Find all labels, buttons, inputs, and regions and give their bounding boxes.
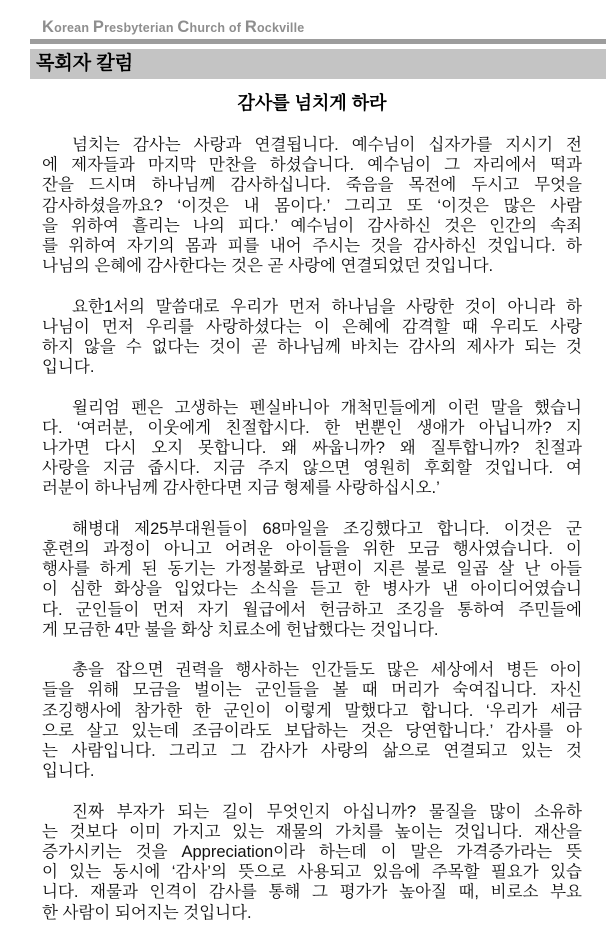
column-title: 감사를 넘치게 하라 xyxy=(237,93,387,113)
church-name-word: Church xyxy=(177,18,226,36)
paragraph-line: 을 위하여 흘리는 나의 피다.’ 예수님이 감사하신 것은 인간의 속죄 xyxy=(42,216,582,235)
column-paragraph xyxy=(42,297,582,378)
paragraph-line: 윌리엄 펜은 고생하는 펜실바니아 개척민들에게 이런 말을 했습니 xyxy=(72,398,582,417)
column-paragraph xyxy=(42,519,582,640)
paragraph-line: 훈련의 과정이 아니고 어려운 아이들을 위한 모금 행사였습니다. 이 xyxy=(42,540,582,559)
paragraph-line: 증가시키는 것을 Appreciation이라 하는데 이 말은 가격증가라는 뜻 xyxy=(42,843,582,862)
paragraph-line: 다. ‘여러분, 이웃에게 친절합시다. 한 번뿐인 생애가 아닙니까? 지 xyxy=(42,418,582,437)
paragraph-line: 게 모금한 4만 불을 화상 치료소에 헌납했다는 것입니다. xyxy=(42,620,439,639)
paragraph-line: 나님이 먼저 우리를 사랑하셨다는 이 은혜에 감격할 때 우리도 사랑 xyxy=(42,317,582,336)
column-paragraph xyxy=(42,398,582,499)
paragraph-line: 하지 않을 수 없다는 것이 곧 하나님께 바치는 감사의 제사가 되는 것 xyxy=(42,338,582,357)
paragraph-line: 한 사람이 되어지는 것입니다. xyxy=(42,903,252,922)
paragraph-line: 잔을 드시며 하나님께 감사하십니다. 죽음을 목전에 두시고 무엇을 xyxy=(42,176,582,195)
paragraph-line: 에 제자들과 마지막 만찬을 하셨습니다. 예수님이 그 자리에서 떡과 xyxy=(42,156,582,175)
paragraph-line: 는 것보다 이미 가지고 있는 재물의 가치를 높이는 것입니다. 재산을 xyxy=(42,822,582,841)
column-paragraph xyxy=(42,660,582,781)
church-name-word: of xyxy=(228,21,242,35)
paragraph-line: 진짜 부자가 되는 길이 무엇인지 아십니까? 물질을 많이 소유하 xyxy=(72,802,582,821)
paragraph-line: 러분이 하나님께 감사한다면 지금 형제를 사랑하십시오.’ xyxy=(42,479,440,498)
paragraph-line: 이 심한 화상을 입었다는 소식을 듣고 한 병사가 낸 아이디어였습니 xyxy=(42,580,582,599)
paragraph-line: 입니다. xyxy=(42,762,95,781)
paragraph-line: 으로 살고 있는데 조금이라도 보답하는 것은 당연합니다.’ 감사를 아 xyxy=(42,721,582,740)
paragraph-line: 요한1서의 말씀대로 우리가 먼저 하나님을 사랑한 것이 아니라 하 xyxy=(72,297,582,316)
paragraph-line: 총을 잡으면 권력을 행사하는 인간들도 많은 세상에서 병든 아이 xyxy=(72,661,582,680)
paragraph-line: 행사를 하게 된 동기는 가정불화로 남편이 지른 불로 일곱 살 난 아들 xyxy=(42,560,582,579)
church-name-word: Presbyterian xyxy=(92,18,174,36)
paragraph-line: 나가면 다시 오지 못합니다. 왜 싸웁니까? 왜 질투합니까? 친절과 xyxy=(42,439,582,458)
header-rule xyxy=(30,39,606,44)
section-banner xyxy=(30,49,606,79)
paragraph-line: 니다. 재물과 인격이 감사를 통해 그 평가가 높아질 때, 비로소 부요 xyxy=(42,883,582,902)
church-name-word: Korean xyxy=(42,18,90,36)
paragraph-line: 사랑을 지금 줍시다. 지금 주지 않으면 영원히 후회할 것입니다. 여 xyxy=(42,459,582,478)
paragraph-line: 조깅행사에 참가한 한 군인이 이렇게 말했다고 합니다. ‘우리가 세금 xyxy=(42,701,582,720)
column-body xyxy=(42,135,582,943)
paragraph-line: 이 있는 동시에 ‘감사’의 뜻으로 사용되고 있음에 주목할 필요가 있습 xyxy=(42,863,582,882)
paragraph-line: 는 사람입니다. 그리고 그 감사가 사랑의 삶으로 연결되고 있는 것 xyxy=(42,742,582,761)
section-label: 목회자 칼럼 xyxy=(36,53,134,74)
paragraph-line: 들을 위해 모금을 벌이는 군인들을 볼 때 머리가 숙여집니다. 자신 xyxy=(42,681,582,700)
column-paragraph xyxy=(42,135,582,276)
paragraph-line: 다. 군인들이 먼저 자기 월급에서 헌금하고 조깅을 통하여 주민들에 xyxy=(42,600,582,619)
column-paragraph xyxy=(42,802,582,923)
paragraph-line: 를 위하여 자기의 몸과 피를 내어 주시는 것을 감사하신 것입니다. 하 xyxy=(42,237,582,256)
paragraph-line: 입니다. xyxy=(42,358,95,377)
church-name-word: Rockville xyxy=(244,18,305,36)
paragraph-line: 나님의 은혜에 감사한다는 것은 곧 사랑에 연결되었던 것입니다. xyxy=(42,257,494,276)
paragraph-line: 감사하셨을까요? ‘이것은 내 몸이다.’ 그리고 또 ‘이것은 많은 사람 xyxy=(42,196,582,215)
paragraph-line: 해병대 제25부대원들이 68마일을 조깅했다고 합니다. 이것은 군 xyxy=(72,519,582,538)
church-name xyxy=(42,16,304,38)
paragraph-line: 넘치는 감사는 사랑과 연결됩니다. 예수님이 십자가를 지시기 전 xyxy=(72,136,582,154)
